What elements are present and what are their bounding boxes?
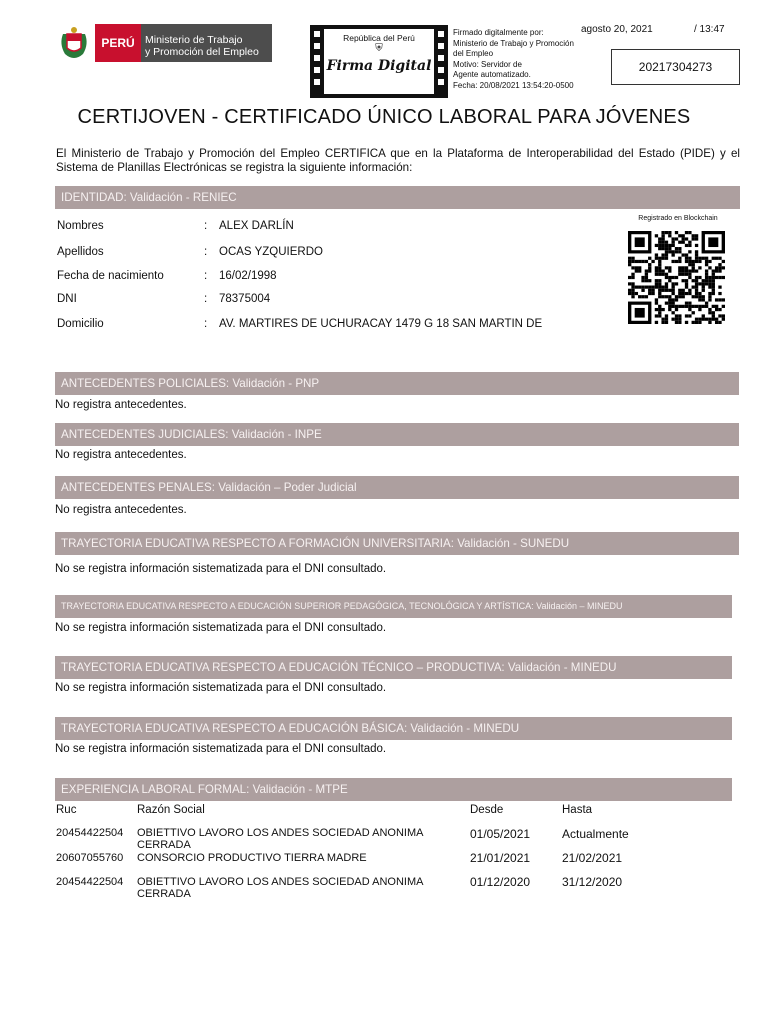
peru-logo: PERÚ [95, 24, 141, 62]
intro-paragraph: El Ministerio de Trabajo y Promoción del Empleo CERTIFICA que en la Plataforma de Interoperabilidad del Estado (PIDE) y el Sistema de Planillas Electrónicas se registra la siguiente información: [56, 147, 740, 174]
film-strip-icon [437, 29, 445, 94]
employment-ruc: 20607055760 [56, 852, 124, 864]
section-text-superior: No se registra información sistematizada para el DNI consultado. [55, 622, 387, 634]
section-text-tecnico: No se registra información sistematizada para el DNI consultado. [55, 682, 387, 694]
qr-code-icon[interactable] [628, 231, 725, 324]
label-apellidos: Apellidos [57, 246, 104, 258]
employment-hasta: Actualmente [562, 827, 629, 841]
colon: : [204, 270, 208, 282]
employment-ruc: 20454422504 [56, 827, 124, 839]
value-dni: 78375004 [219, 293, 271, 305]
section-text-judiciales: No registra antecedentes. [55, 449, 187, 461]
issue-date: agosto 20, 2021 [581, 24, 653, 35]
section-header-basica: TRAYECTORIA EDUCATIVA RESPECTO A EDUCACIÓN BÁSICA: Validación - MINEDU [55, 717, 732, 740]
employment-razon-cont: CERRADA [137, 888, 191, 900]
section-text-basica: No se registra información sistematizada para el DNI consultado. [55, 743, 387, 755]
colon: : [204, 293, 208, 305]
seal-title: Firma Digital [326, 58, 432, 74]
signature-line: del Empleo [453, 49, 494, 58]
label-nombres: Nombres [57, 220, 104, 232]
section-header-superior: TRAYECTORIA EDUCATIVA RESPECTO A EDUCACIÓN SUPERIOR PEDAGÓGICA, TECNOLÓGICA Y ARTÍSTICA: Validación – MINEDU [55, 595, 732, 618]
issue-time: / 13:47 [694, 24, 725, 35]
signature-line: Agente automatizado. [453, 70, 531, 79]
signature-line: Fecha: 20/08/2021 13:54:20-0500 [453, 80, 574, 90]
signature-line: Firmado digitalmente por: [453, 28, 544, 37]
employment-razon: OBIETTIVO LAVORO LOS ANDES SOCIEDAD ANONIMA [137, 876, 424, 888]
seal-emblem-icon: ⛨ [375, 43, 383, 54]
employment-hasta: 31/12/2020 [562, 875, 623, 889]
value-nombres: ALEX DARLÍN [219, 220, 294, 232]
section-text-policiales: No registra antecedentes. [55, 399, 187, 411]
ministry-line-2: y Promoción del Empleo [145, 46, 259, 58]
value-domicilio: AV. MARTIRES DE UCHURACAY 1479 G 18 SAN MARTIN DE [219, 318, 543, 330]
section-text-penales: No registra antecedentes. [55, 504, 187, 516]
employment-ruc: 20454422504 [56, 876, 124, 888]
film-strip-icon [313, 29, 321, 94]
label-domicilio: Domicilio [57, 318, 104, 330]
section-text-universitaria: No se registra información sistematizada para el DNI consultado. [55, 563, 387, 575]
signature-details [453, 28, 603, 91]
label-fecha-nacimiento: Fecha de nacimiento [57, 270, 164, 282]
section-header-experiencia: EXPERIENCIA LABORAL FORMAL: Validación - MTPE [55, 778, 732, 801]
value-fecha-nacimiento: 16/02/1998 [219, 270, 277, 282]
column-header-razon-social: Razón Social [137, 804, 205, 816]
section-header-tecnico: TRAYECTORIA EDUCATIVA RESPECTO A EDUCACIÓN TÉCNICO – PRODUCTIVA: Validación - MINEDU [55, 656, 732, 679]
blockchain-label: Registrado en Blockchain [638, 215, 718, 222]
colon: : [204, 318, 208, 330]
section-header-policiales: ANTECEDENTES POLICIALES: Validación - PNP [55, 372, 739, 395]
section-header-identidad: IDENTIDAD: Validación - RENIEC [55, 186, 740, 209]
section-header-judiciales: ANTECEDENTES JUDICIALES: Validación - INPE [55, 423, 739, 446]
label-dni: DNI [57, 293, 77, 305]
employment-desde: 01/05/2021 [470, 827, 531, 841]
employment-razon: CONSORCIO PRODUCTIVO TIERRA MADRE [137, 852, 367, 864]
digital-signature-seal [310, 25, 448, 98]
section-header-penales: ANTECEDENTES PENALES: Validación – Poder Judicial [55, 476, 739, 499]
document-number: 20217304273 [611, 49, 740, 85]
column-header-desde: Desde [470, 804, 504, 816]
page-title: CERTIJOVEN - CERTIFICADO ÚNICO LABORAL PARA JÓVENES [77, 106, 691, 128]
seal-republic-text: República del Perú [343, 33, 415, 43]
ministry-logo [141, 24, 272, 62]
employment-razon: OBIETTIVO LAVORO LOS ANDES SOCIEDAD ANONIMA [137, 827, 424, 839]
section-header-universitaria: TRAYECTORIA EDUCATIVA RESPECTO A FORMACIÓN UNIVERSITARIA: Validación - SUNEDU [55, 532, 739, 555]
ministry-line-1: Ministerio de Trabajo [145, 34, 243, 46]
employment-desde: 01/12/2020 [470, 875, 531, 889]
employment-razon-cont: CERRADA [137, 839, 191, 851]
column-header-ruc: Ruc [56, 804, 77, 816]
coat-of-arms-icon [57, 26, 91, 62]
employment-desde: 21/01/2021 [470, 851, 531, 865]
colon: : [204, 220, 208, 232]
column-header-hasta: Hasta [562, 804, 593, 816]
employment-hasta: 21/02/2021 [562, 851, 623, 865]
value-apellidos: OCAS YZQUIERDO [219, 246, 323, 258]
signature-line: Ministerio de Trabajo y Promoción [453, 38, 574, 48]
signature-line: Motivo: Servidor de [453, 59, 522, 69]
colon: : [204, 246, 208, 258]
